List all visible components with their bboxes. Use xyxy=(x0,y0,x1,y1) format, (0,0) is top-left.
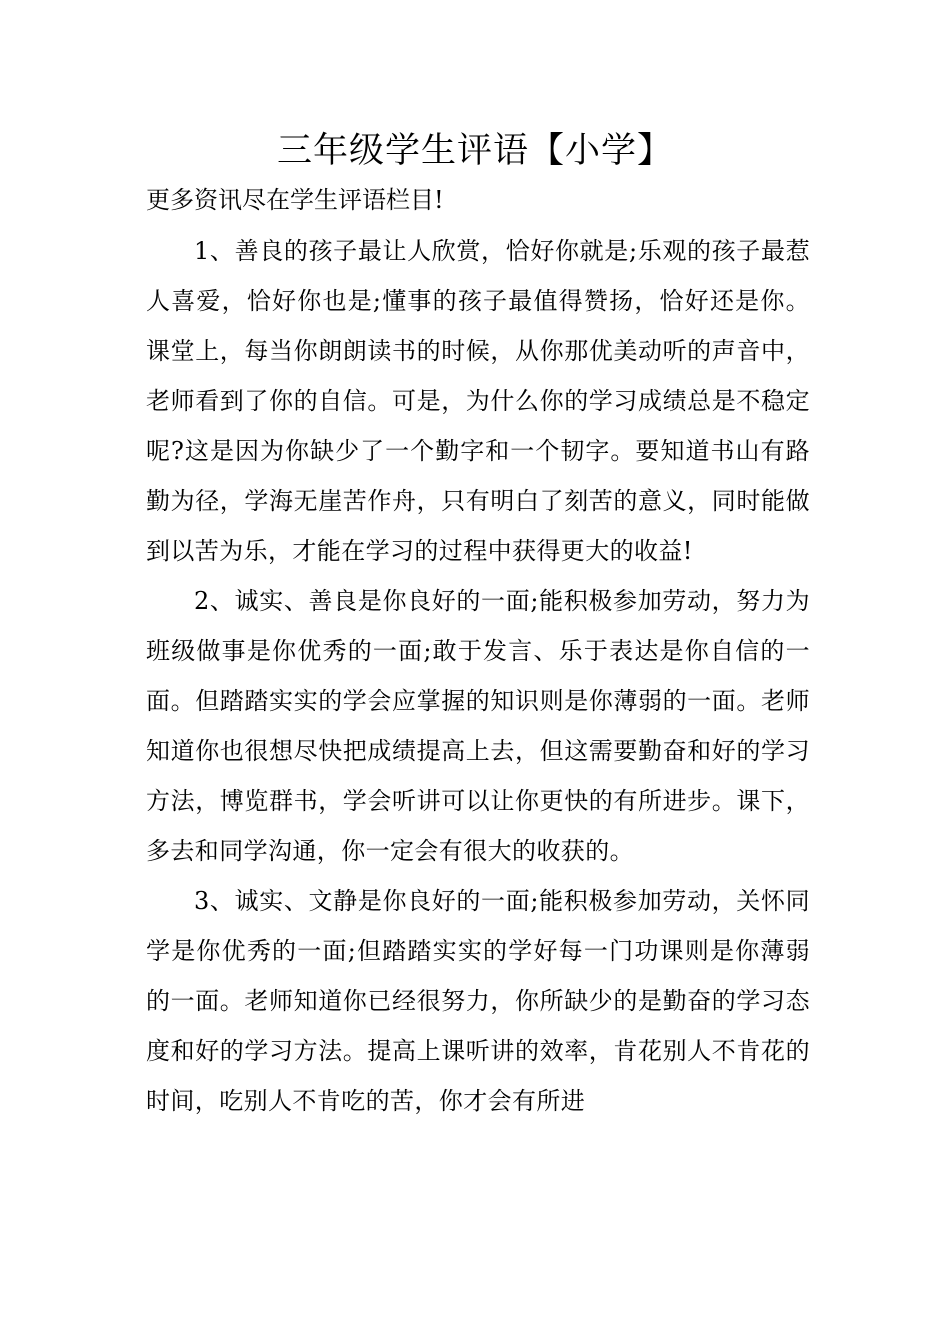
document-body xyxy=(146,226,810,1126)
intro-line: 更多资讯尽在学生评语栏目! xyxy=(146,186,444,214)
paragraph-2: 2、诚实、善良是你良好的一面;能积极参加劳动，努力为班级做事是你优秀的一面;敢于发言、乐于表达是你自信的一面。但踏踏实实的学会应掌握的知识则是你薄弱的一面。老师知道你也很想尽快把成绩提高上去，但这需要勤奋和好的学习方法，博览群书，学会听讲可以让你更快的有所进步。课下，多去和同学沟通，你一定会有很大的收获的。 xyxy=(146,587,810,865)
paragraph-3: 3、诚实、文静是你良好的一面;能积极参加劳动，关怀同学是你优秀的一面;但踏踏实实的学好每一门功课则是你薄弱的一面。老师知道你已经很努力，你所缺少的是勤奋的学习态度和好的学习方法。提高上课听讲的效率，肯花别人不肯花的时间，吃别人不肯吃的苦，你才会有所进 xyxy=(146,887,810,1115)
document-title: 三年级学生评语【小学】 xyxy=(276,131,673,171)
paragraph-1: 1、善良的孩子最让人欣赏，恰好你就是;乐观的孩子最惹人喜爱，恰好你也是;懂事的孩子最值得赞扬，恰好还是你。课堂上，每当你朗朗读书的时候，从你那优美动听的声音中，老师看到了你的自信。可是，为什么你的学习成绩总是不稳定呢?这是因为你缺少了一个勤字和一个韧字。要知道书山有路勤为径，学海无崖苦作舟，只有明白了刻苦的意义，同时能做到以苦为乐，才能在学习的过程中获得更大的收益! xyxy=(146,237,810,565)
